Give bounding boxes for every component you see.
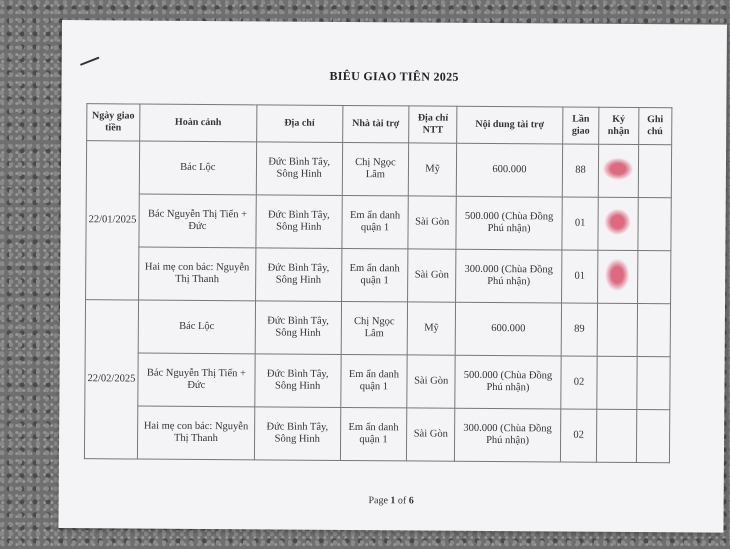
sponsor-cell: Em ẩn danh quận 1	[340, 354, 407, 407]
case-cell: Bác Nguyễn Thị Tiến + Đức	[138, 353, 255, 407]
header-sponsor: Nhà tài trợ	[342, 105, 409, 142]
notes-cell	[636, 410, 670, 463]
document-title: BIÊU GIAO TIÊN 2025	[329, 68, 459, 84]
page-footer	[59, 493, 724, 509]
content-cell: 600.000	[455, 302, 561, 356]
header-times: Lần giao	[563, 107, 599, 144]
case-cell: Bác Nguyễn Thị Tiến + Đức	[139, 194, 256, 248]
signature-cell	[597, 303, 637, 356]
signature-cell	[597, 356, 637, 409]
fingerprint-stamp-icon	[605, 209, 631, 235]
sponsor-address-cell: Mỹ	[409, 143, 457, 196]
header-date: Ngày giao tiền	[87, 104, 140, 141]
notes-cell	[637, 251, 671, 304]
table-row	[84, 406, 669, 463]
times-cell: 01	[562, 197, 598, 250]
sponsor-cell: Em ẩn danh quận 1	[341, 195, 408, 248]
content-cell: 600.000	[456, 143, 562, 197]
case-cell: Hai mẹ con bác: Nguyễn Thị Thanh	[138, 247, 255, 301]
address-cell: Đức Bình Tây, Sông Hinh	[256, 142, 342, 196]
table-header-row	[87, 104, 672, 145]
header-sponsor-address: Địa chỉ NTT	[409, 106, 457, 143]
footer-of-word: of	[397, 495, 407, 507]
times-cell: 01	[562, 250, 598, 303]
sponsor-cell: Em ẩn danh quận 1	[340, 407, 407, 460]
header-signature: Ký nhận	[599, 107, 639, 144]
footer-current-page: 1	[390, 495, 396, 507]
content-cell: 500.000 (Chùa Đồng Phú nhận)	[456, 196, 562, 250]
content-cell: 500.000 (Chùa Đồng Phú nhận)	[455, 355, 561, 409]
case-cell: Bác Lộc	[139, 141, 256, 195]
sponsor-address-cell: Mỹ	[408, 302, 456, 355]
date-cell: 22/02/2025	[84, 300, 138, 459]
sponsor-address-cell: Sài Gòn	[407, 355, 455, 408]
table-row	[86, 194, 671, 251]
times-cell: 02	[561, 356, 597, 409]
footer-total-pages: 6	[408, 495, 414, 507]
notes-cell	[636, 357, 670, 410]
table-row	[85, 353, 670, 410]
header-case: Hoàn cảnh	[140, 104, 257, 142]
footer-page-word: Page	[368, 495, 388, 507]
date-cell: 22/01/2025	[86, 141, 140, 300]
table-row	[86, 247, 671, 304]
pen-mark	[80, 57, 99, 66]
notes-cell	[638, 198, 672, 251]
paper-sheet	[58, 20, 727, 533]
content-cell: 300.000 (Chùa Đồng Phú nhận)	[454, 408, 560, 462]
address-cell: Đức Bình Tây, Sông Hinh	[254, 407, 340, 461]
address-cell: Đức Bình Tây, Sông Hinh	[255, 301, 341, 355]
fingerprint-stamp-icon	[605, 259, 629, 291]
table-row	[85, 300, 670, 357]
delivery-table	[84, 103, 672, 463]
times-cell: 88	[562, 144, 598, 197]
case-cell: Hai mẹ con bác: Nguyễn Thị Thanh	[137, 406, 254, 460]
header-notes: Ghi chú	[638, 108, 672, 145]
sponsor-address-cell: Sài Gòn	[408, 196, 456, 249]
sponsor-address-cell: Sài Gòn	[408, 249, 456, 302]
signature-cell	[598, 250, 638, 303]
times-cell: 02	[560, 409, 596, 462]
sponsor-cell: Chị Ngọc Lâm	[342, 142, 409, 195]
signature-cell	[598, 197, 638, 250]
address-cell: Đức Bình Tây, Sông Hinh	[255, 354, 341, 408]
content-cell: 300.000 (Chùa Đồng Phú nhận)	[455, 249, 561, 303]
case-cell: Bác Lộc	[138, 300, 255, 354]
signature-cell	[598, 144, 638, 197]
sponsor-cell: Chị Ngọc Lâm	[341, 301, 408, 354]
header-address: Địa chỉ	[257, 105, 343, 143]
times-cell: 89	[561, 303, 597, 356]
notes-cell	[637, 304, 671, 357]
address-cell: Đức Bình Tây, Sông Hinh	[255, 248, 341, 302]
signature-cell	[596, 409, 636, 462]
sponsor-cell: Em ẩn danh quận 1	[341, 248, 408, 301]
header-content: Nội dung tài trợ	[457, 106, 563, 144]
sponsor-address-cell: Sài Gòn	[407, 408, 455, 461]
fingerprint-stamp-icon	[603, 158, 633, 180]
notes-cell	[638, 145, 672, 198]
table-row	[86, 141, 671, 198]
address-cell: Đức Bình Tây, Sông Hinh	[256, 195, 342, 249]
